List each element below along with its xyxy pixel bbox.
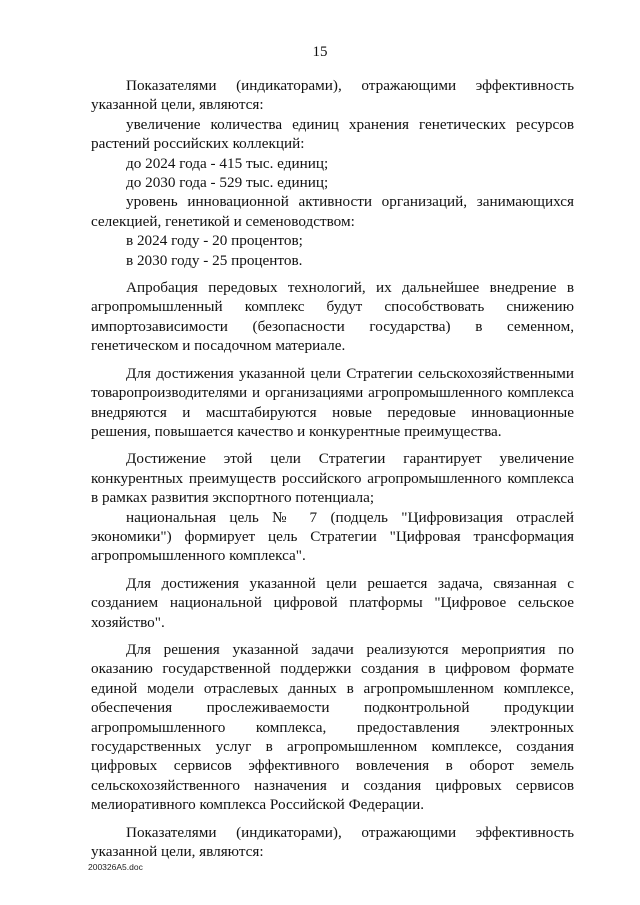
paragraph: Достижение этой цели Стратегии гарантирует увеличение конкурентных преимуществ российского агропромышленного комплекса в рамках развития экспортного потенциала; (91, 450, 574, 507)
paragraph: Для решения указанной задачи реализуются мероприятия по оказанию государственной поддержки создания в цифровом формате единой модели отраслевых данных в агропромышленном комплексе, обеспечения прослеживаемости подконтрольной продукции агропромышленного комплекса, предоставления электронных государственных услуг в агропромышленном комплексе, создания цифровых сервисов эффективного вовлечения в оборот земель сельскохозяйственного назначения и создания цифровых сервисов мелиоративного комплекса Российской Федерации. (91, 640, 574, 814)
paragraph: до 2024 года - 415 тыс. единиц; (126, 154, 329, 172)
paragraph: Показателями (индикаторами), отражающими эффективность указанной цели, являются: (91, 77, 574, 114)
paragraph: национальная цель № 7 (подцель "Цифровизация отраслей экономики") формирует цель Стратегии "Цифровая трансформация агропромышленного комплекса". (91, 508, 574, 565)
paragraph: Апробация передовых технологий, их дальнейшее внедрение в агропромышленный комплекс будут способствовать снижению импортозависимости (безопасности государства) в семенном, генетическом и посадочном материале. (91, 279, 574, 355)
page-number: 15 (312, 44, 328, 60)
paragraph: Показателями (индикаторами), отражающими эффективность указанной цели, являются: (91, 823, 574, 861)
paragraph: Для достижения указанной цели Стратегии сельскохозяйственными товаропроизводителями и организациями агропромышленного комплекса внедряются и масштабируются новые передовые инновационные решения, повышается качество и конкурентные преимущества. (91, 364, 574, 440)
paragraph: в 2030 году - 25 процентов. (126, 251, 303, 269)
footer-filename: 200326A5.doc (88, 862, 143, 872)
paragraph: увеличение количества единиц хранения генетических ресурсов растений российских коллекций: (91, 115, 574, 153)
document-body (91, 76, 574, 861)
paragraph: в 2024 году - 20 процентов; (126, 232, 303, 250)
paragraph: уровень инновационной активности организаций, занимающихся селекцией, генетикой и семеноводством: (91, 193, 574, 230)
paragraph: Для достижения указанной цели решается задача, связанная с созданием национальной цифровой платформы "Цифровое сельское хозяйство". (91, 574, 574, 631)
paragraph: до 2030 года - 529 тыс. единиц; (126, 174, 329, 192)
